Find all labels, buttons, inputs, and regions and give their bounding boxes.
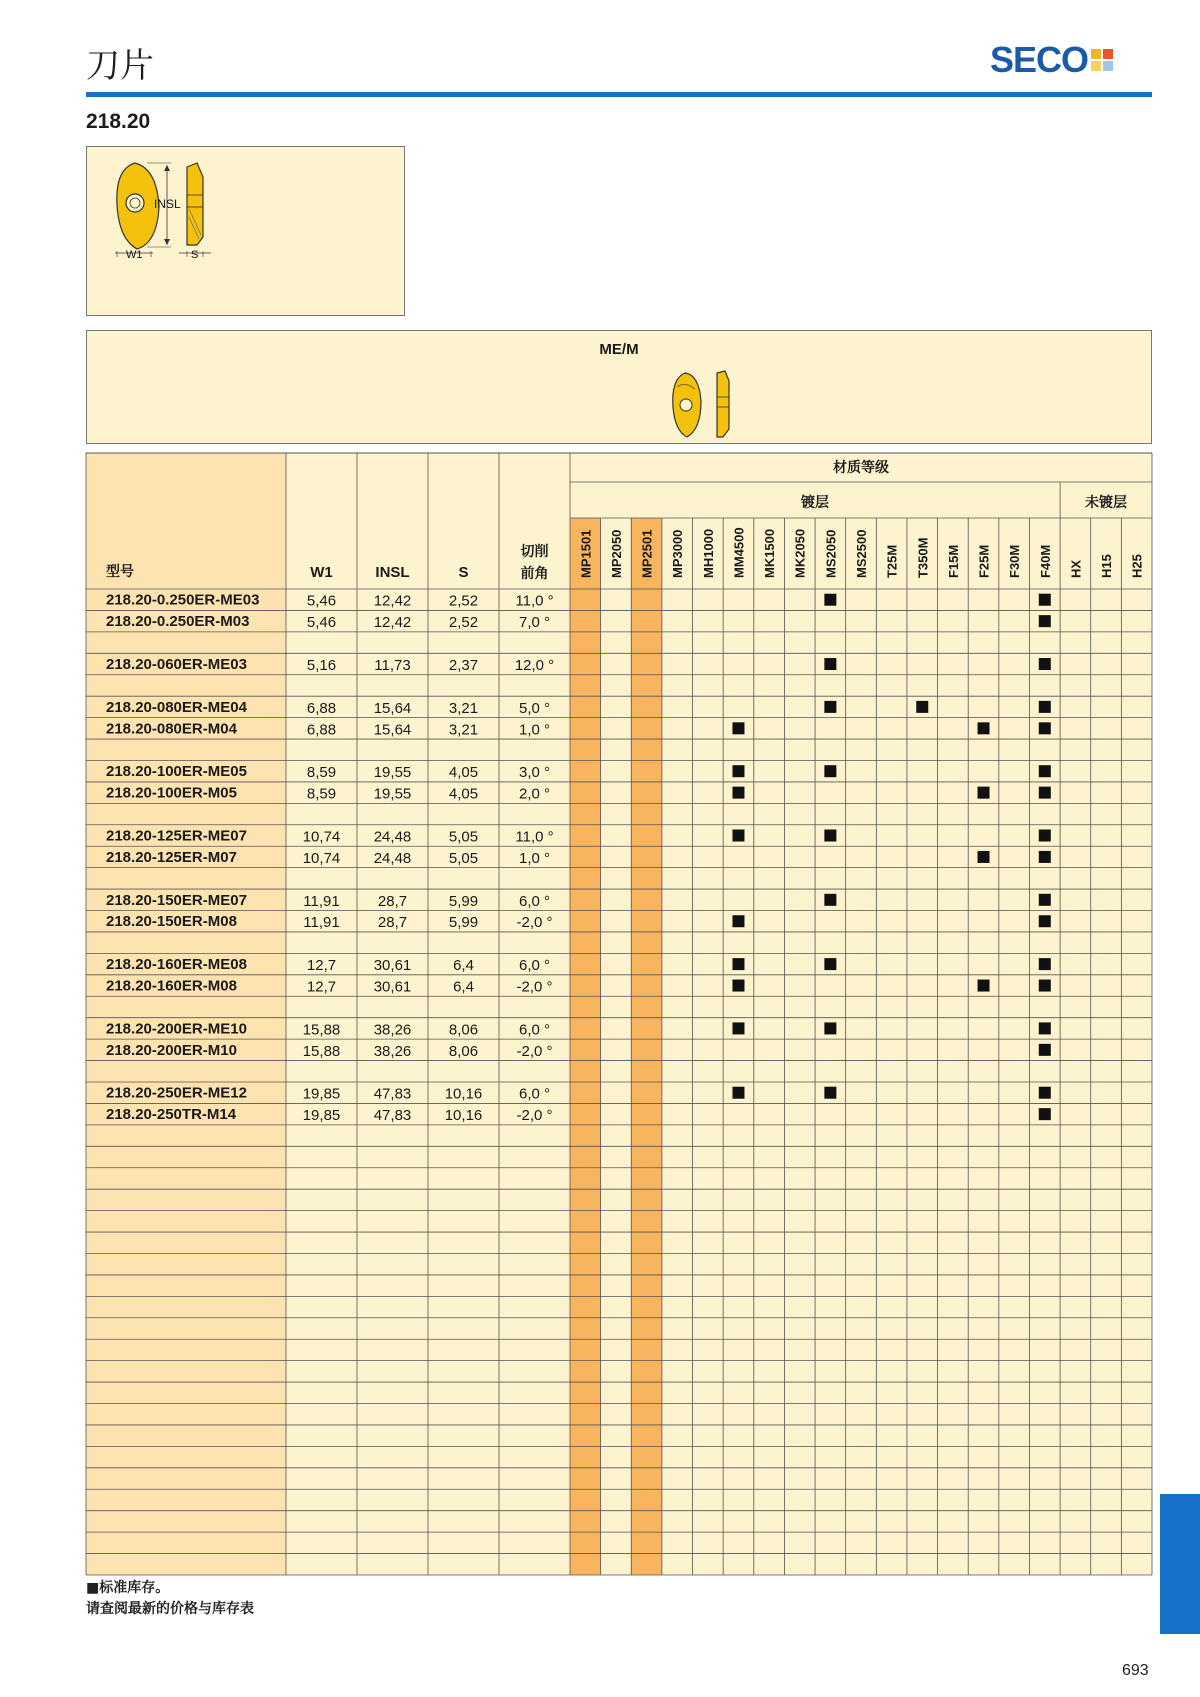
rake-cell: 6,0 ° (518, 1085, 551, 1103)
stock-marker-ms2050 (824, 1087, 836, 1099)
legend-note: 请查阅最新的价格与库存表 (86, 1601, 254, 1617)
insl-cell: 15,64 (373, 721, 412, 739)
w1-cell: 8,59 (306, 764, 337, 782)
insl-cell: 38,26 (373, 1021, 412, 1039)
rake-cell: 6,0 ° (518, 957, 551, 975)
highlight-column-mp2501 (631, 518, 662, 1575)
grade-header-mm4500: MM4500 (731, 527, 747, 578)
stock-marker-f40m (1039, 915, 1051, 927)
highlight-column-mp1501 (570, 518, 601, 1575)
grade-header-t25m: T25M (884, 544, 900, 578)
stock-marker-f40m (1039, 658, 1051, 670)
model-cell: 218.20-250TR-M14 (106, 1106, 237, 1124)
grade-header-ms2050: MS2050 (823, 529, 839, 578)
grade-group-header: 材质等级 (833, 460, 889, 476)
insl-cell: 30,61 (373, 978, 412, 996)
model-cell: 218.20-150ER-M08 (106, 913, 237, 931)
rake-cell: 11,0 ° (515, 828, 554, 846)
insl-cell: 28,7 (377, 892, 408, 910)
w1-cell: 10,74 (302, 849, 341, 867)
stock-marker-mm4500 (732, 980, 744, 992)
grade-header-mp2050: MP2050 (608, 529, 624, 578)
w1-cell: 12,7 (306, 957, 337, 975)
stock-marker-f40m (1039, 787, 1051, 799)
insl-cell: 11,73 (374, 657, 411, 675)
stock-marker-f40m (1039, 830, 1051, 842)
model-cell: 218.20-100ER-M05 (106, 784, 237, 802)
w1-header: W1 (310, 564, 333, 581)
insl-cell: 47,83 (373, 1085, 412, 1103)
stock-marker-mm4500 (732, 765, 744, 777)
stock-marker-f25m (978, 722, 990, 734)
grade-header-mp1501: MP1501 (578, 529, 594, 578)
s-cell: 6,4 (453, 957, 474, 975)
page-number: 693 (1122, 1662, 1149, 1679)
legend (86, 1578, 254, 1620)
grade-header-f30m: F30M (1007, 544, 1023, 578)
insl-cell: 24,48 (373, 849, 412, 867)
uncoated-header: 未镀层 (1085, 495, 1128, 511)
stock-marker-f40m (1039, 1022, 1051, 1034)
s-cell: 2,37 (448, 657, 479, 675)
rake-cell: -2,0 ° (516, 978, 553, 996)
side-tab (1160, 1494, 1200, 1634)
insl-cell: 38,26 (373, 1042, 412, 1060)
insl-cell: 12,42 (373, 592, 412, 610)
s-cell: 2,52 (448, 614, 479, 632)
w1-cell: 11,91 (303, 914, 340, 932)
stock-marker-mm4500 (732, 958, 744, 970)
grade-header-f25m: F25M (976, 544, 992, 578)
grade-header-h15: H15 (1099, 554, 1115, 578)
rake-cell: 2,0 ° (518, 785, 551, 803)
grade-header-mk1500: MK1500 (762, 528, 778, 578)
stock-marker-f25m (978, 980, 990, 992)
s-cell: 8,06 (448, 1042, 479, 1060)
insl-cell: 12,42 (373, 614, 412, 632)
stock-marker-f40m (1039, 958, 1051, 970)
s-cell: 5,99 (448, 914, 479, 932)
stock-marker-ms2050 (824, 1022, 836, 1034)
model-cell: 218.20-125ER-M07 (106, 848, 237, 866)
s-cell: 3,21 (448, 721, 479, 739)
stock-marker-mm4500 (732, 915, 744, 927)
stock-marker-f25m (978, 787, 990, 799)
stock-marker-f40m (1039, 615, 1051, 627)
rake-cell: 6,0 ° (518, 892, 551, 910)
w1-cell: 6,88 (306, 699, 337, 717)
w1-label: W1 (126, 249, 143, 261)
s-cell: 5,99 (448, 892, 479, 910)
s-cell: 8,06 (448, 1021, 479, 1039)
insl-header: INSL (375, 564, 410, 581)
w1-cell: 15,88 (302, 1021, 341, 1039)
model-cell: 218.20-200ER-M10 (106, 1041, 237, 1059)
stock-marker-mm4500 (732, 787, 744, 799)
w1-cell: 11,91 (303, 892, 340, 910)
s-header: S (458, 564, 469, 581)
stock-marker-f40m (1039, 1044, 1051, 1056)
grade-header-h25: H25 (1129, 554, 1145, 578)
rake-header-line1: 切削 (520, 544, 549, 560)
rake-cell: -2,0 ° (516, 1107, 553, 1125)
stock-marker-f40m (1039, 1087, 1051, 1099)
model-cell: 218.20-160ER-ME08 (106, 956, 247, 974)
stock-marker-mm4500 (732, 1087, 744, 1099)
brand-name: SECO (990, 39, 1089, 80)
stock-marker-ms2050 (824, 594, 836, 606)
rake-cell: 5,0 ° (518, 699, 551, 717)
insl-cell: 15,64 (373, 699, 412, 717)
insl-cell: 19,55 (373, 785, 412, 803)
stock-marker-f25m (978, 851, 990, 863)
w1-cell: 8,59 (306, 785, 337, 803)
stock-marker-t350m (916, 701, 928, 713)
stock-marker-ms2050 (824, 830, 836, 842)
s-cell: 6,4 (453, 978, 474, 996)
grade-header-f15m: F15M (945, 544, 961, 578)
w1-cell: 5,16 (306, 657, 337, 675)
rake-cell: 7,0 ° (518, 614, 551, 632)
model-cell: 218.20-0.250ER-ME03 (106, 591, 260, 609)
stock-marker-ms2050 (824, 658, 836, 670)
model-header: 型号 (106, 564, 134, 580)
stock-marker-f40m (1039, 980, 1051, 992)
model-cell: 218.20-160ER-M08 (106, 977, 237, 995)
s-cell: 3,21 (448, 699, 479, 717)
rake-cell: -2,0 ° (516, 914, 553, 932)
stock-marker-f40m (1039, 722, 1051, 734)
w1-cell: 19,85 (302, 1107, 341, 1125)
insl-cell: 28,7 (377, 914, 408, 932)
stock-marker-mm4500 (732, 830, 744, 842)
legend-stock: ■标准库存。 (86, 1580, 170, 1596)
rake-cell: -2,0 ° (516, 1042, 553, 1060)
model-cell: 218.20-150ER-ME07 (106, 891, 247, 909)
grade-header-hx: HX (1068, 559, 1084, 578)
insl-cell: 47,83 (373, 1107, 412, 1125)
w1-cell: 5,46 (306, 592, 337, 610)
stock-marker-mm4500 (732, 1022, 744, 1034)
rake-cell: 1,0 ° (518, 721, 551, 739)
coated-header: 镀层 (801, 495, 830, 511)
insl-cell: 24,48 (373, 828, 412, 846)
grade-header-f40m: F40M (1037, 544, 1053, 578)
s-cell: 4,05 (448, 785, 479, 803)
s-cell: 5,05 (448, 849, 479, 867)
stock-marker-f40m (1039, 894, 1051, 906)
stock-marker-ms2050 (824, 765, 836, 777)
stock-marker-f40m (1039, 594, 1051, 606)
s-label: S (191, 249, 199, 261)
stock-marker-f40m (1039, 701, 1051, 713)
s-cell: 10,16 (444, 1085, 483, 1103)
stock-marker-ms2050 (824, 894, 836, 906)
geometry-label: ME/M (599, 341, 639, 358)
w1-cell: 6,88 (306, 721, 337, 739)
grade-header-ms2500: MS2500 (854, 529, 869, 578)
rake-cell: 1,0 ° (518, 849, 551, 867)
grade-header-t350m: T350M (915, 537, 931, 578)
model-cell: 218.20-080ER-ME04 (106, 698, 247, 716)
s-cell: 2,52 (448, 592, 479, 610)
rake-cell: 6,0 ° (518, 1021, 551, 1039)
model-cell: 218.20-080ER-M04 (106, 720, 237, 738)
grade-header-mp3000: MP3000 (670, 529, 686, 578)
stock-marker-ms2050 (824, 958, 836, 970)
rake-cell: 3,0 ° (518, 764, 551, 782)
insl-label: INSL (154, 197, 181, 211)
stock-marker-f40m (1039, 1108, 1051, 1120)
model-cell: 218.20-100ER-ME05 (106, 763, 247, 781)
w1-cell: 10,74 (302, 828, 341, 846)
s-cell: 10,16 (444, 1107, 483, 1125)
w1-cell: 19,85 (302, 1085, 341, 1103)
rake-cell: 11,0 ° (515, 592, 554, 610)
model-cell: 218.20-250ER-ME12 (106, 1084, 247, 1102)
rake-header-line2: 前角 (520, 566, 549, 582)
stock-marker-mm4500 (732, 722, 744, 734)
w1-cell: 5,46 (306, 614, 337, 632)
model-cell: 218.20-200ER-ME10 (106, 1020, 247, 1038)
stock-marker-f40m (1039, 851, 1051, 863)
section-code: 218.20 (86, 110, 151, 133)
model-cell: 218.20-060ER-ME03 (106, 656, 247, 674)
grade-header-mp2501: MP2501 (639, 529, 655, 578)
rake-cell: 12,0 ° (514, 657, 555, 675)
grade-header-mh1000: MH1000 (700, 528, 716, 578)
w1-cell: 12,7 (306, 978, 337, 996)
model-cell: 218.20-125ER-ME07 (106, 827, 247, 845)
insl-cell: 19,55 (373, 764, 412, 782)
stock-marker-ms2050 (824, 701, 836, 713)
grade-header-mk2050: MK2050 (792, 528, 808, 578)
model-cell: 218.20-0.250ER-M03 (106, 613, 250, 631)
w1-cell: 15,88 (302, 1042, 341, 1060)
s-cell: 4,05 (448, 764, 479, 782)
s-cell: 5,05 (448, 828, 479, 846)
stock-marker-f40m (1039, 765, 1051, 777)
insl-cell: 30,61 (373, 957, 412, 975)
page-title: 刀片 (86, 46, 154, 86)
